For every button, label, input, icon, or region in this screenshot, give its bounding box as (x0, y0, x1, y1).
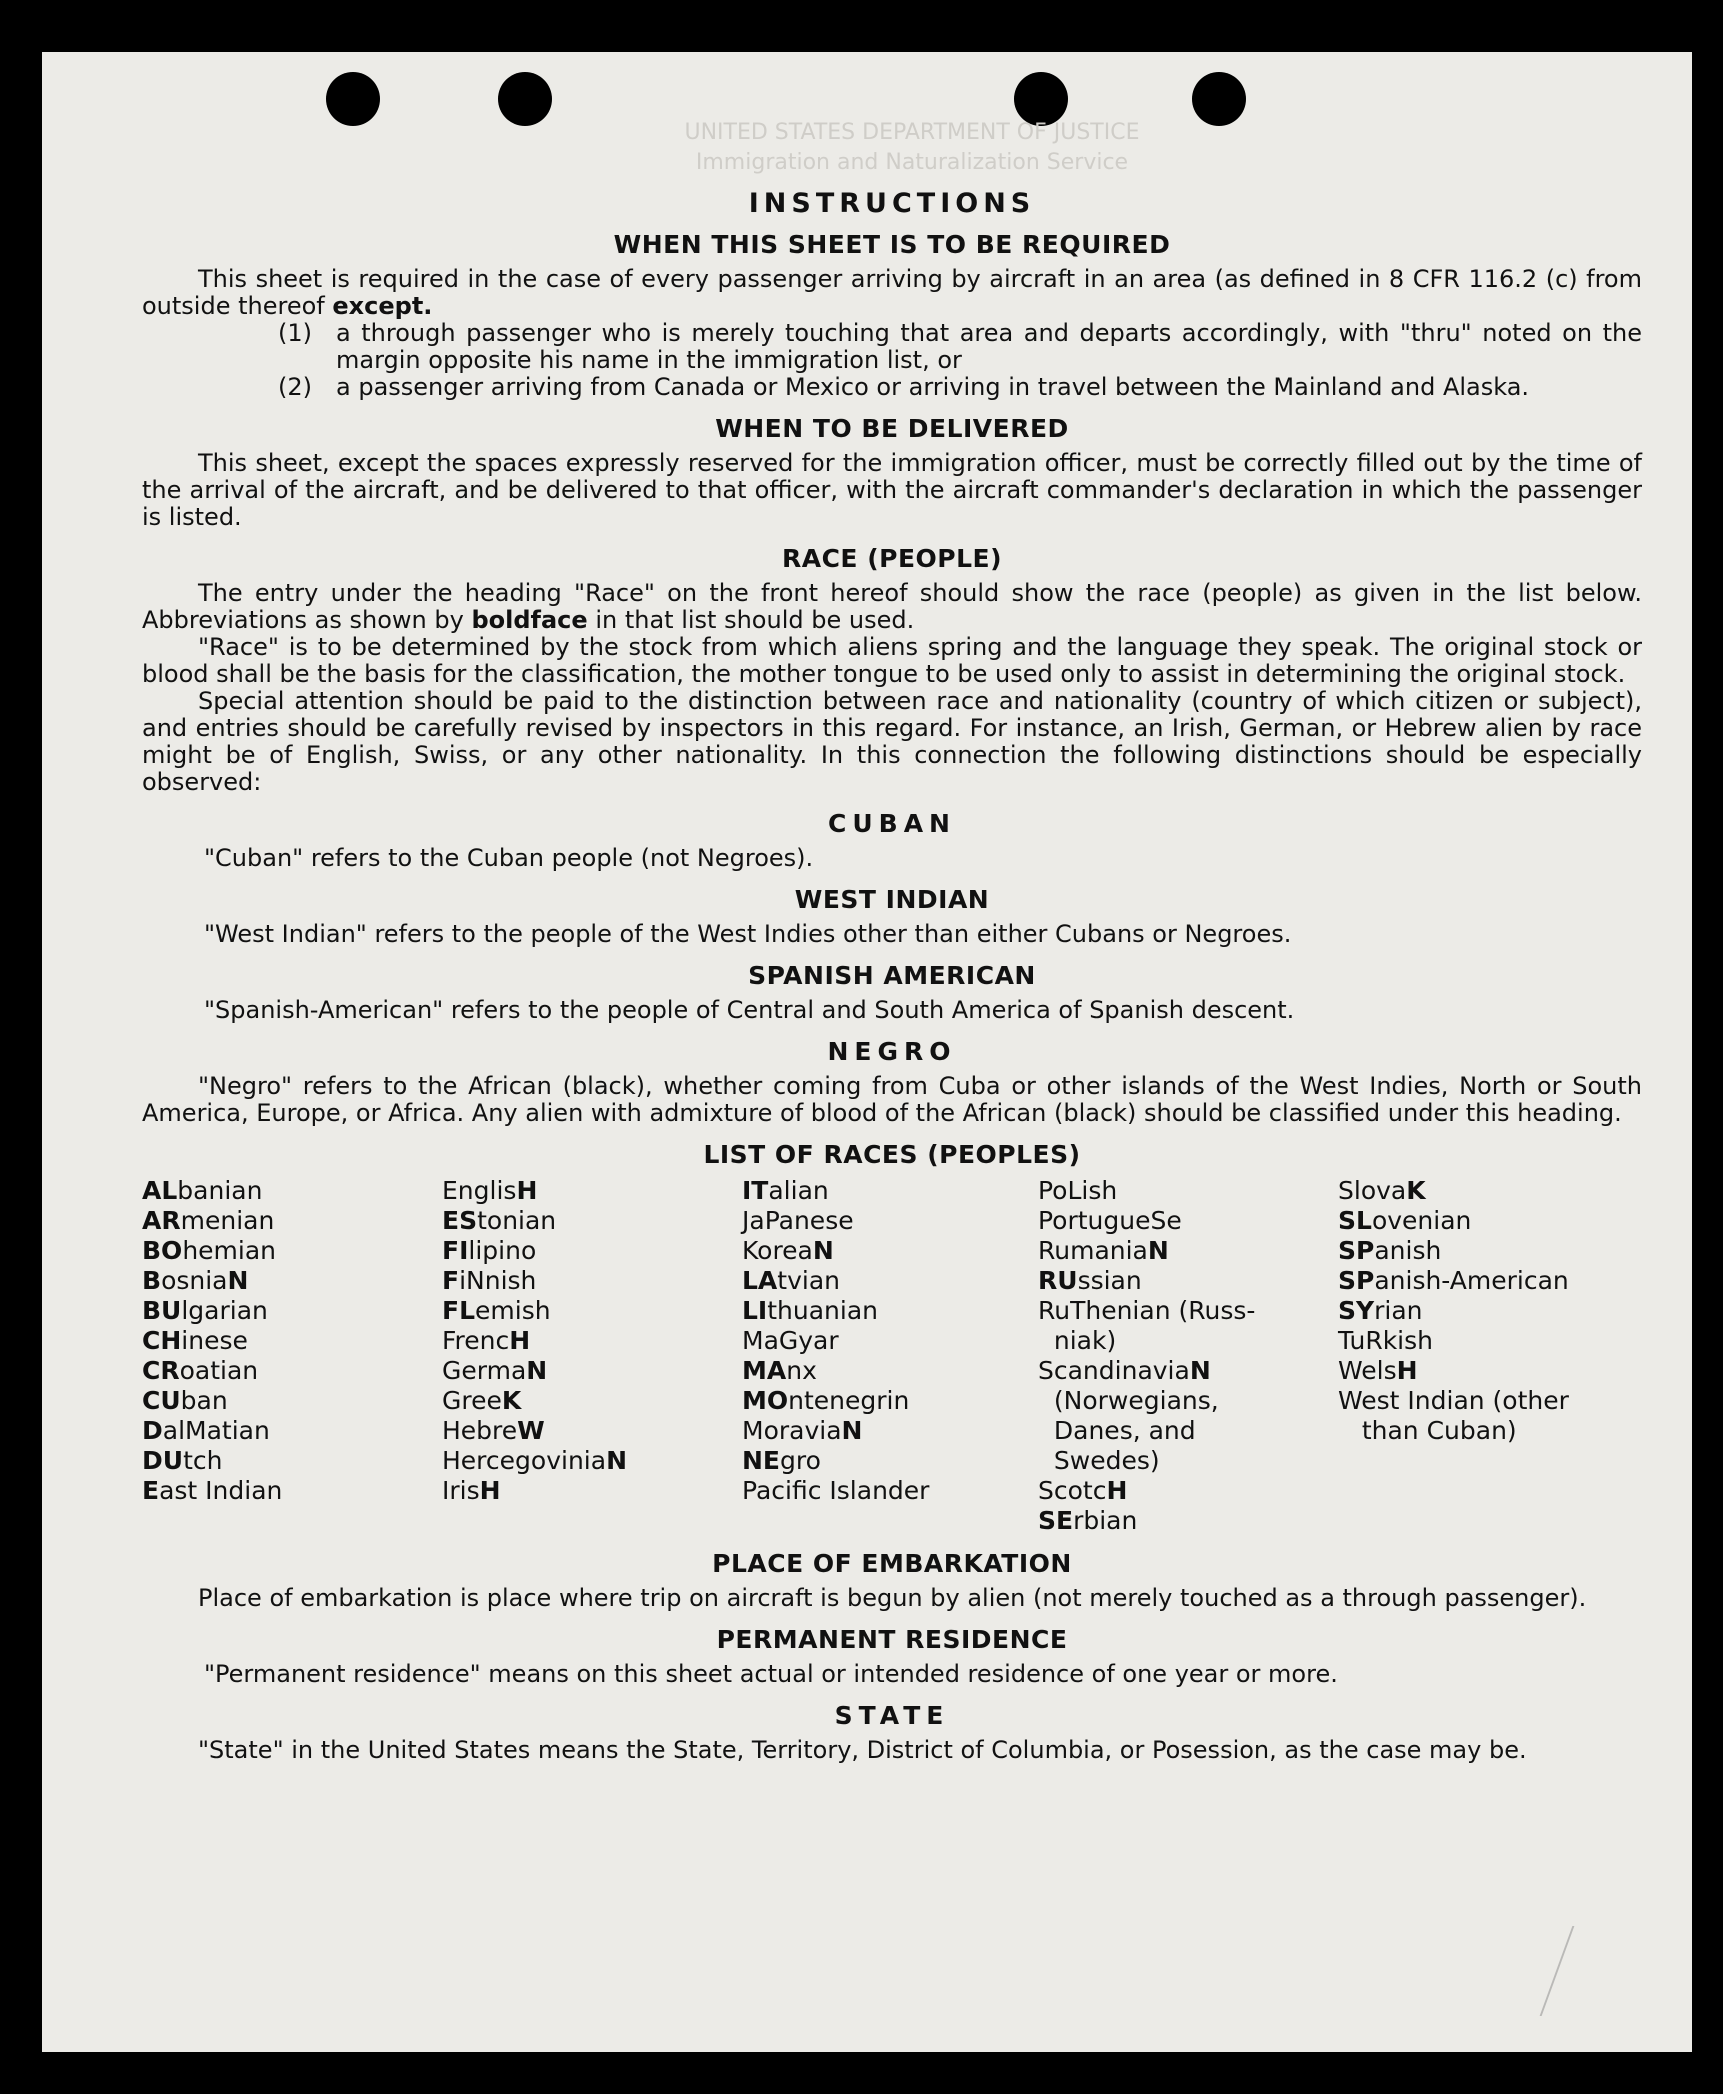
race-entry: HercegoviniaN (442, 1446, 627, 1475)
spanish-american-text: "Spanish-American" refers to the people of Central and South America of Spanish descent. (204, 996, 1295, 1024)
punch-hole (326, 72, 380, 126)
race-entry: FLemish (442, 1296, 551, 1325)
race-paragraph-3: Special attention should be paid to the distinction between race and nationality (country of which citizen or subject), and entries should be carefully revised by inspectors in this regard. For instance, an Irish, German, or Hebrew alien by race might be of English, Swiss, or any other nationality. In this connection the following distinctions should be especially observed: (142, 687, 1642, 796)
race-entry: CRoatian (142, 1356, 259, 1385)
race-heading: RACE (PEOPLE) (781, 544, 1003, 573)
race-entry: ScandinaviaN (1038, 1356, 1211, 1385)
punch-hole (498, 72, 552, 126)
race-entry: PoLish (1038, 1176, 1118, 1205)
state-text: "State" in the United States means the State, Territory, District of Columbia, or Posession, as the case may be. (198, 1736, 1527, 1764)
race-entry: SErbian (1038, 1506, 1138, 1535)
races-column (1038, 1176, 1338, 1536)
race-entry: IrisH (442, 1476, 501, 1505)
race-entry: JaPanese (742, 1206, 854, 1235)
race-entry: HebreW (442, 1416, 545, 1445)
bleed-through-text (602, 118, 1222, 178)
instructions-content (142, 190, 1642, 1764)
races-column (442, 1176, 742, 1536)
intro-bold: except. (332, 292, 433, 320)
races-column (1338, 1176, 1608, 1536)
negro-text: "Negro" refers to the African (black), whether coming from Cuba or other islands of the West Indies, North or South America, Europe, or Africa. Any alien with admixture of blood of the African (black) should be classified under this heading. (142, 1072, 1642, 1127)
spanish-american-heading: SPANISH AMERICAN (748, 961, 1036, 990)
race-entry: DalMatian (142, 1416, 270, 1445)
race-entry: ScotcH (1038, 1476, 1128, 1505)
ghost-line: UNITED STATES DEPARTMENT OF JUSTICE (684, 120, 1140, 145)
race-entry: MOntenegrin (742, 1386, 910, 1415)
race-entry: GreeK (442, 1386, 522, 1415)
race-paragraph-1 (142, 580, 1642, 634)
residence-text: "Permanent residence" means on this sheet actual or intended residence of one year or more. (204, 1660, 1338, 1688)
when-delivered-text: This sheet, except the spaces expressly reserved for the immigration officer, must be correctly filled out by the time of the arrival of the aircraft, and be delivered to that officer, with the aircraft commander's declaration in which the passenger is listed. (142, 449, 1642, 531)
race-entry: MaGyar (742, 1326, 839, 1355)
race-entry: EStonian (442, 1206, 557, 1235)
item-text: a passenger arriving from Canada or Mexico or arriving in travel between the Mainland and Alaska. (336, 373, 1530, 401)
race-entry: MAnx (742, 1356, 817, 1385)
race-entry: SPanish (1338, 1236, 1442, 1265)
race-entry: Pacific Islander (742, 1476, 930, 1505)
race-entry: LAtvian (742, 1266, 840, 1295)
cuban-heading: CUBAN (828, 809, 956, 838)
race-entry: TuRkish (1338, 1326, 1433, 1355)
embarkation-heading: PLACE OF EMBARKATION (712, 1549, 1072, 1578)
state-heading: STATE (834, 1701, 950, 1730)
race-entry: SlovaK (1338, 1176, 1426, 1205)
race-entry: SPanish-American (1338, 1266, 1569, 1295)
cuban-text: "Cuban" refers to the Cuban people (not Negroes). (204, 844, 814, 872)
race-entry: DUtch (142, 1446, 223, 1475)
race-entry: ALbanian (142, 1176, 263, 1205)
race-entry: WelsH (1338, 1356, 1418, 1385)
race-entry: BUlgarian (142, 1296, 268, 1325)
when-required-intro (142, 266, 1642, 320)
race-entry: ITalian (742, 1176, 829, 1205)
negro-heading: NEGRO (827, 1037, 957, 1066)
race-entry: BosniaN (142, 1266, 249, 1295)
item-text: a through passenger who is merely touching that area and departs accordingly, with "thru" noted on the margin opposite his name in the immigration list, or (336, 319, 1642, 374)
ghost-line: Immigration and Naturalization Service (695, 150, 1129, 175)
races-list (142, 1176, 1642, 1536)
race-entry: FrencH (442, 1326, 531, 1355)
item-number: (1) (278, 319, 312, 347)
race-entry: ARmenian (142, 1206, 275, 1235)
embarkation-text: Place of embarkation is place where trip on aircraft is begun by alien (not merely touched as a through passenger). (198, 1584, 1587, 1612)
race-entry: BOhemian (142, 1236, 277, 1265)
race-entry: RUssian (1038, 1266, 1142, 1295)
west-indian-heading: WEST INDIAN (794, 885, 990, 914)
race-entry: FiNnish (442, 1266, 537, 1295)
race-entry: KoreaN (742, 1236, 834, 1265)
item-number: (2) (278, 373, 312, 401)
list-of-races-heading: LIST OF RACES (PEOPLES) (703, 1140, 1081, 1169)
intro-text: This sheet is required in the case of every passenger arriving by aircraft in an area (as defined in 8 CFR 116.2 (c) from outside thereof (142, 265, 1642, 320)
race-entry: EnglisH (442, 1176, 538, 1205)
race-entry: East Indian (142, 1476, 283, 1505)
document-sheet (42, 52, 1692, 2052)
races-column (742, 1176, 1038, 1536)
race-paragraph-2: "Race" is to be determined by the stock from which aliens spring and the language they speak. The original stock or blood shall be the basis for the classification, the mother tongue to be used only to assist in determining the original stock. (142, 633, 1642, 688)
race-p1-text: The entry under the heading "Race" on the front hereof should show the race (people) as given in the list below. Abbreviations as shown by (142, 579, 1642, 634)
race-entry: RuThenian (Russ- niak) (1038, 1296, 1256, 1355)
race-entry: GermaN (442, 1356, 548, 1385)
race-entry: PortugueSe (1038, 1206, 1182, 1235)
when-required-heading: WHEN THIS SHEET IS TO BE REQUIRED (613, 230, 1171, 259)
race-entry: RumaniaN (1038, 1236, 1169, 1265)
residence-heading: PERMANENT RESIDENCE (716, 1625, 1068, 1654)
race-entry: SYrian (1338, 1296, 1423, 1325)
race-entry: LIthuanian (742, 1296, 879, 1325)
race-p1-text-end: in that list should be used. (595, 606, 915, 634)
race-entry: CHinese (142, 1326, 248, 1355)
corner-fold (1540, 1926, 1665, 2016)
exception-item (142, 320, 1642, 374)
when-delivered-heading: WHEN TO BE DELIVERED (715, 414, 1069, 443)
race-entry: FIlipino (442, 1236, 537, 1265)
race-entry: (Norwegians, Danes, and Swedes) (1053, 1386, 1219, 1475)
instructions-title: INSTRUCTIONS (748, 188, 1036, 219)
races-column (142, 1176, 442, 1536)
race-entry: MoraviaN (742, 1416, 863, 1445)
race-entry: NEgro (742, 1446, 821, 1475)
west-indian-text: "West Indian" refers to the people of the West Indies other than either Cubans or Negroes. (204, 920, 1292, 948)
race-p1-bold: boldface (471, 606, 588, 634)
race-entry: West Indian (other than Cuban) (1338, 1386, 1569, 1445)
race-entry: SLovenian (1338, 1206, 1472, 1235)
exception-item (142, 374, 1642, 401)
race-entry: CUban (142, 1386, 228, 1415)
